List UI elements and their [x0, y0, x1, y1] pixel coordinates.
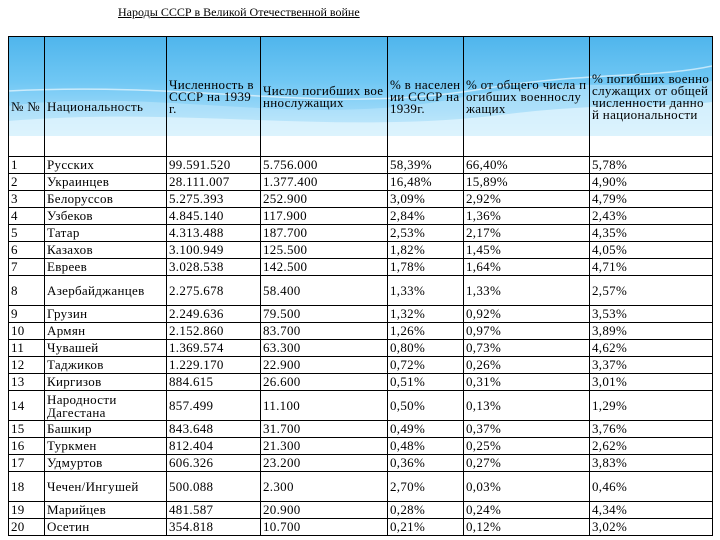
pct-killed-nat-cell: 3,37% [590, 357, 713, 374]
nationalities-table [8, 36, 713, 536]
pct-killed-nat-cell: 4,62% [590, 340, 713, 357]
table-row [9, 374, 713, 391]
pct-population-cell: 3,09% [388, 191, 464, 208]
nationality-cell: Армян [45, 323, 167, 340]
row-num: 7 [9, 259, 45, 276]
pct-killed-nat-cell: 0,46% [590, 472, 713, 502]
nationality-cell: Киргизов [45, 374, 167, 391]
population-cell: 857.499 [167, 391, 261, 421]
table-row [9, 502, 713, 519]
nationality-cell: Туркмен [45, 438, 167, 455]
row-num: 5 [9, 225, 45, 242]
pct-killed-nat-cell: 2,62% [590, 438, 713, 455]
pct-killed-nat-cell: 3,76% [590, 421, 713, 438]
population-cell: 606.326 [167, 455, 261, 472]
nationality-cell: Башкир [45, 421, 167, 438]
nationality-cell: Чечен/Ингушей [45, 472, 167, 502]
row-num: 6 [9, 242, 45, 259]
killed-cell: 1.377.400 [261, 174, 388, 191]
pct-killed-nat-cell: 3,02% [590, 519, 713, 536]
killed-cell: 31.700 [261, 421, 388, 438]
population-cell: 1.369.574 [167, 340, 261, 357]
table-row [9, 455, 713, 472]
pct-killed-total-cell: 0,97% [464, 323, 590, 340]
pct-population-cell: 0,72% [388, 357, 464, 374]
row-num: 8 [9, 276, 45, 306]
table-row [9, 276, 713, 306]
pct-killed-nat-cell: 4,35% [590, 225, 713, 242]
population-cell: 28.111.007 [167, 174, 261, 191]
nationality-cell: Грузин [45, 306, 167, 323]
header-population: Численность в СССР на 1939г. [167, 37, 261, 157]
pct-killed-total-cell: 1,64% [464, 259, 590, 276]
pct-killed-nat-cell: 3,89% [590, 323, 713, 340]
nationality-cell: Осетин [45, 519, 167, 536]
row-num: 4 [9, 208, 45, 225]
pct-killed-nat-cell: 3,01% [590, 374, 713, 391]
pct-killed-total-cell: 0,92% [464, 306, 590, 323]
pct-population-cell: 1,33% [388, 276, 464, 306]
killed-cell: 23.200 [261, 455, 388, 472]
table-row [9, 519, 713, 536]
nationality-cell: Татар [45, 225, 167, 242]
killed-cell: 79.500 [261, 306, 388, 323]
table-row [9, 357, 713, 374]
killed-cell: 58.400 [261, 276, 388, 306]
nationality-cell: Таджиков [45, 357, 167, 374]
pct-killed-total-cell: 1,36% [464, 208, 590, 225]
pct-killed-total-cell: 2,17% [464, 225, 590, 242]
killed-cell: 11.100 [261, 391, 388, 421]
nationality-cell: Чувашей [45, 340, 167, 357]
killed-cell: 252.900 [261, 191, 388, 208]
row-num: 18 [9, 472, 45, 502]
killed-cell: 26.600 [261, 374, 388, 391]
population-cell: 5.275.393 [167, 191, 261, 208]
table-row [9, 438, 713, 455]
header-num: № № [9, 37, 45, 157]
killed-cell: 142.500 [261, 259, 388, 276]
row-num: 12 [9, 357, 45, 374]
population-cell: 843.648 [167, 421, 261, 438]
nationality-cell: Казахов [45, 242, 167, 259]
nationality-cell: Русских [45, 157, 167, 174]
population-cell: 500.088 [167, 472, 261, 502]
pct-population-cell: 1,26% [388, 323, 464, 340]
nationality-cell: Азербайджанцев [45, 276, 167, 306]
table-row [9, 421, 713, 438]
row-num: 3 [9, 191, 45, 208]
pct-population-cell: 2,53% [388, 225, 464, 242]
row-num: 2 [9, 174, 45, 191]
pct-killed-total-cell: 1,45% [464, 242, 590, 259]
killed-cell: 10.700 [261, 519, 388, 536]
population-cell: 3.028.538 [167, 259, 261, 276]
row-num: 19 [9, 502, 45, 519]
pct-killed-total-cell: 0,12% [464, 519, 590, 536]
pct-killed-total-cell: 15,89% [464, 174, 590, 191]
pct-killed-nat-cell: 1,29% [590, 391, 713, 421]
pct-killed-total-cell: 0,73% [464, 340, 590, 357]
pct-population-cell: 0,49% [388, 421, 464, 438]
header-killed: Число погибших военнослужащих [261, 37, 388, 157]
population-cell: 884.615 [167, 374, 261, 391]
pct-killed-total-cell: 1,33% [464, 276, 590, 306]
killed-cell: 20.900 [261, 502, 388, 519]
population-cell: 812.404 [167, 438, 261, 455]
pct-killed-nat-cell: 4,71% [590, 259, 713, 276]
pct-killed-nat-cell: 4,34% [590, 502, 713, 519]
pct-killed-total-cell: 0,27% [464, 455, 590, 472]
pct-population-cell: 2,84% [388, 208, 464, 225]
pct-population-cell: 0,51% [388, 374, 464, 391]
table-row [9, 208, 713, 225]
nationality-cell: Удмуртов [45, 455, 167, 472]
pct-killed-total-cell: 0,37% [464, 421, 590, 438]
table-row [9, 191, 713, 208]
killed-cell: 125.500 [261, 242, 388, 259]
pct-population-cell: 0,28% [388, 502, 464, 519]
killed-cell: 22.900 [261, 357, 388, 374]
pct-population-cell: 0,80% [388, 340, 464, 357]
row-num: 16 [9, 438, 45, 455]
killed-cell: 21.300 [261, 438, 388, 455]
pct-killed-nat-cell: 2,57% [590, 276, 713, 306]
killed-cell: 63.300 [261, 340, 388, 357]
pct-killed-nat-cell: 4,79% [590, 191, 713, 208]
row-num: 10 [9, 323, 45, 340]
pct-population-cell: 16,48% [388, 174, 464, 191]
pct-killed-total-cell: 0,13% [464, 391, 590, 421]
nationality-cell: Белоруссов [45, 191, 167, 208]
killed-cell: 83.700 [261, 323, 388, 340]
pct-population-cell: 0,48% [388, 438, 464, 455]
population-cell: 2.152.860 [167, 323, 261, 340]
nationality-cell: Народности Дагестана [45, 391, 167, 421]
slide-title: Народы СССР в Великой Отечественной войне [118, 5, 360, 19]
table-row [9, 242, 713, 259]
population-cell: 4.313.488 [167, 225, 261, 242]
pct-killed-nat-cell: 3,83% [590, 455, 713, 472]
row-num: 15 [9, 421, 45, 438]
pct-killed-total-cell: 2,92% [464, 191, 590, 208]
population-cell: 2.275.678 [167, 276, 261, 306]
nationality-cell: Марийцев [45, 502, 167, 519]
pct-killed-total-cell: 66,40% [464, 157, 590, 174]
table-row [9, 157, 713, 174]
table-row [9, 323, 713, 340]
pct-killed-total-cell: 0,03% [464, 472, 590, 502]
pct-killed-total-cell: 0,26% [464, 357, 590, 374]
population-cell: 2.249.636 [167, 306, 261, 323]
header-pct-killed-nat: % погибших военнослужащих от общей численности данной национальности [590, 37, 713, 157]
pct-killed-total-cell: 0,24% [464, 502, 590, 519]
table-row [9, 472, 713, 502]
row-num: 13 [9, 374, 45, 391]
table-row [9, 174, 713, 191]
population-cell: 354.818 [167, 519, 261, 536]
pct-killed-nat-cell: 3,53% [590, 306, 713, 323]
population-cell: 4.845.140 [167, 208, 261, 225]
pct-population-cell: 58,39% [388, 157, 464, 174]
killed-cell: 5.756.000 [261, 157, 388, 174]
pct-population-cell: 0,21% [388, 519, 464, 536]
row-num: 20 [9, 519, 45, 536]
pct-killed-total-cell: 0,31% [464, 374, 590, 391]
pct-population-cell: 1,82% [388, 242, 464, 259]
table-row [9, 306, 713, 323]
nationality-cell: Евреев [45, 259, 167, 276]
killed-cell: 187.700 [261, 225, 388, 242]
killed-cell: 117.900 [261, 208, 388, 225]
pct-killed-nat-cell: 4,90% [590, 174, 713, 191]
table-row [9, 225, 713, 242]
population-cell: 99.591.520 [167, 157, 261, 174]
row-num: 17 [9, 455, 45, 472]
population-cell: 1.229.170 [167, 357, 261, 374]
pct-population-cell: 1,32% [388, 306, 464, 323]
pct-population-cell: 0,50% [388, 391, 464, 421]
row-num: 14 [9, 391, 45, 421]
row-num: 1 [9, 157, 45, 174]
nationality-cell: Узбеков [45, 208, 167, 225]
pct-population-cell: 2,70% [388, 472, 464, 502]
pct-population-cell: 0,36% [388, 455, 464, 472]
header-pct-killed-total: % от общего числа погибших военнослужащих [464, 37, 590, 157]
header-pct-population: % в населении СССР на 1939г. [388, 37, 464, 157]
pct-killed-nat-cell: 5,78% [590, 157, 713, 174]
header-nationality: Национальность [45, 37, 167, 157]
pct-killed-nat-cell: 2,43% [590, 208, 713, 225]
population-cell: 3.100.949 [167, 242, 261, 259]
table-row [9, 340, 713, 357]
killed-cell: 2.300 [261, 472, 388, 502]
row-num: 11 [9, 340, 45, 357]
population-cell: 481.587 [167, 502, 261, 519]
table-row [9, 259, 713, 276]
row-num: 9 [9, 306, 45, 323]
table-row [9, 391, 713, 421]
nationality-cell: Украинцев [45, 174, 167, 191]
pct-killed-total-cell: 0,25% [464, 438, 590, 455]
pct-population-cell: 1,78% [388, 259, 464, 276]
header-row [9, 37, 713, 157]
pct-killed-nat-cell: 4,05% [590, 242, 713, 259]
table-body [9, 157, 713, 536]
